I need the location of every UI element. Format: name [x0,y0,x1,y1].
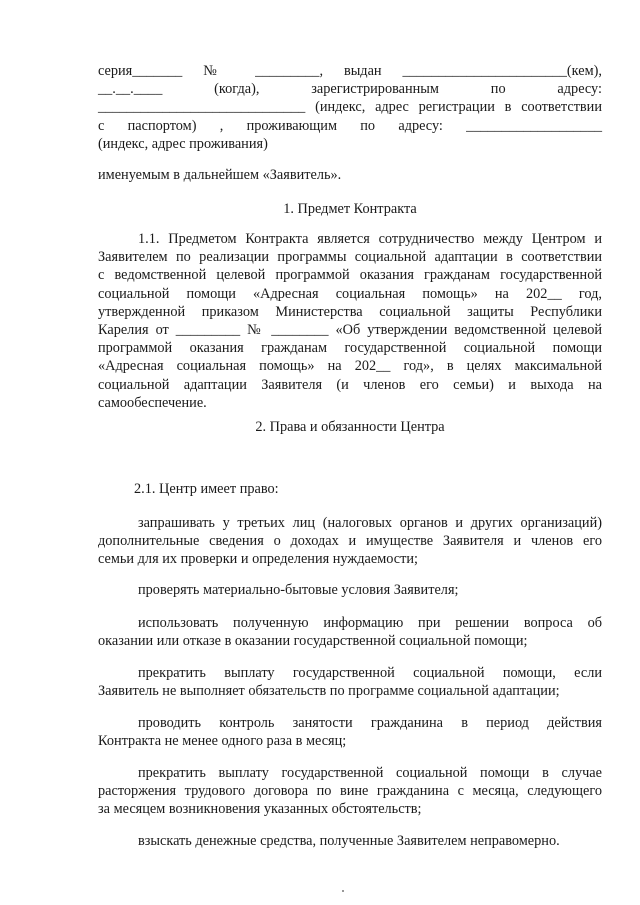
applicant-alias [98,166,602,184]
section-2-subtitle [98,480,602,498]
right-item-line: за месяцем возникновения указанных обстоятельств; [98,801,422,818]
residence-line: с паспортом) , проживающим по адресу: ___________________ [98,117,602,134]
section-1-title: 1. Предмет Контракта [283,201,417,217]
section-1-line: социальной помощи «Адресная социальная помощь» на 202__ год, [98,285,602,302]
center-rights-heading: 2.1. Центр имеет право: [134,481,279,497]
right-item-3 [98,614,602,650]
right-item-7 [98,832,602,850]
section-1-line: с ведомственной целевой программой оказания гражданам государственной [98,267,602,284]
section-1-line: 1.1. Предметом Контракта является сотрудничество между Центром и [138,231,602,247]
right-item-line: Контракта не менее одного раза в месяц; [98,733,347,750]
section-1-line: программой оказания гражданам государственной социальной помощи [98,340,602,357]
right-item-line: проверять материально-бытовые условия Заявителя; [138,582,459,598]
section-1-line: Заявителем по реализации программы социальной адаптации в соответствии [98,249,602,266]
section-1-body [98,230,602,412]
registration-address-line: _____________________________ (индекс, адрес регистрации в соответствии [98,99,602,116]
section-1-line: социальной адаптации Заявителя (и членов его семьи) и выхода на [98,376,602,393]
right-item-line: взыскать денежные средства, полученные Заявителем неправомерно. [138,833,560,849]
right-item-1 [98,514,602,569]
passport-line: серия_______ № _________, выдан _______________________(кем), [98,63,602,79]
applicant-alias-text: именуемым в дальнейшем «Заявитель». [98,167,342,183]
right-item-2 [98,581,602,599]
section-1-line: Карелия от _________ № ________ «Об утверждении ведомственной целевой [98,322,602,339]
registration-line: __.__.____ (когда), зарегистрированным по адресу: [98,81,602,98]
right-item-line: оказании или отказе в оказании государственной социальной помощи; [98,633,528,650]
right-item-line: использовать полученную информацию при решении вопроса об [138,615,602,631]
right-item-line: запрашивать у третьих лиц (налоговых органов и других организаций) [138,515,602,531]
right-item-line: проводить контроль занятости гражданина в период действия [138,715,602,731]
section-1-line: утвержденной приказом Министерства социальной защиты Республики [98,303,602,320]
residence-hint-line: (индекс, адрес проживания) [98,135,268,152]
section-1-line: самообеспечение. [98,394,207,411]
section-1-line: «Адресная социальная помощь» на 202__ год», в целях максимальной [98,358,602,375]
right-item-line: расторжения трудового договора по вине гражданина с месяца, следующего [98,783,602,800]
right-item-line: семьи для их проверки и определения нуждаемости; [98,551,418,568]
right-item-line: прекратить выплату государственной социальной помощи в случае [138,765,602,781]
right-item-line: Заявитель не выполняет обязательств по программе социальной адаптации; [98,683,560,700]
scan-speck [342,890,344,892]
section-2-title: 2. Права и обязанности Центра [255,419,445,435]
right-item-6 [98,764,602,819]
right-item-line: прекратить выплату государственной социальной помощи, если [138,665,602,681]
right-item-line: дополнительные сведения о доходах и имуществе Заявителя и членов его [98,533,602,550]
right-item-4 [98,664,602,700]
applicant-details [98,62,602,153]
right-item-5 [98,714,602,750]
